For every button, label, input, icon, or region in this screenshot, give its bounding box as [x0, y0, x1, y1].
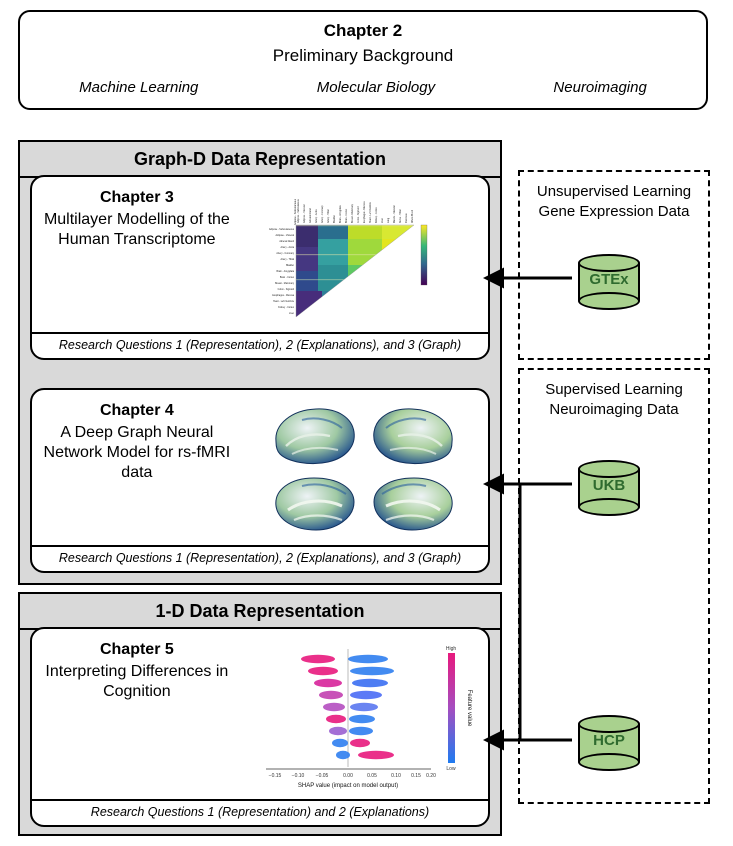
svg-text:Colon - Sigmoid: Colon - Sigmoid [357, 206, 360, 223]
svg-text:Lung: Lung [387, 217, 390, 223]
svg-text:0.00: 0.00 [342, 773, 353, 779]
chapter2-subtitle: Preliminary Background [272, 46, 454, 65]
database-gtex [578, 254, 640, 308]
chapter3-title: Chapter 3 [99, 189, 174, 206]
chapter3-description: Multilayer Modelling of the Human Transcriptome [43, 211, 230, 248]
svg-text:High: High [445, 646, 456, 652]
hcp-cylinder-bottom [578, 753, 640, 771]
svg-text:Esophagus - Mucosa: Esophagus - Mucosa [363, 201, 366, 223]
svg-text:0.20: 0.20 [425, 773, 436, 779]
one-d-panel-header: 1-D Data Representation [20, 594, 500, 628]
svg-text:Feature value: Feature value [465, 689, 472, 727]
chapter5-figure [242, 629, 488, 825]
svg-text:−0.15: −0.15 [268, 773, 282, 779]
chapter3-text [32, 177, 242, 358]
svg-text:Brain - Amygdala: Brain - Amygdala [339, 205, 342, 223]
svg-text:Adipose - Visceral: Adipose - Visceral [303, 204, 306, 223]
svg-text:Liver: Liver [288, 313, 294, 315]
chapter4-description: A Deep Graph Neural Network Model for rs-fMRI data [43, 424, 231, 481]
chapter4-text [32, 390, 242, 571]
svg-text:Bladder: Bladder [333, 215, 336, 223]
svg-text:Heart - Left Ventricle: Heart - Left Ventricle [272, 301, 294, 303]
svg-text:Kidney - Cortex: Kidney - Cortex [277, 307, 294, 309]
chapter4-figure [242, 390, 488, 571]
gtex-cylinder-top [578, 254, 640, 272]
chapter5-card [30, 627, 490, 827]
brain-surface-renderings [264, 402, 464, 537]
svg-text:Adipose - Subcutaneous: Adipose - Subcutaneous [268, 229, 294, 231]
svg-text:Artery - Tibial: Artery - Tibial [327, 209, 330, 223]
chapter3-footnote: Research Questions 1 (Representation), 2 (Explanations), and 3 (Graph) [58, 338, 462, 352]
supervised-datasource-title: Supervised Learning Neuroimaging Data [545, 381, 683, 418]
gtex-label: GTEx [589, 271, 629, 288]
hcp-cylinder-top [578, 715, 640, 733]
gene-coexpression-heatmap [266, 199, 456, 334]
svg-text:Adrenal Gland: Adrenal Gland [279, 241, 294, 243]
svg-text:Adipose - Subcutaneous: Adipose - Subcutaneous [293, 199, 297, 225]
chapter5-title: Chapter 5 [99, 641, 174, 658]
svg-text:Brain - Cortex: Brain - Cortex [345, 208, 348, 223]
svg-text:Brain - Amygdala: Brain - Amygdala [276, 271, 294, 273]
graph-d-panel-header: Graph-D Data Representation [20, 142, 500, 176]
svg-text:Adipose - Subcutaneous: Adipose - Subcutaneous [297, 199, 300, 223]
chapter2-topic-neuroimaging: Neuroimaging [553, 79, 647, 96]
svg-text:Artery - Tibial: Artery - Tibial [280, 259, 294, 261]
chapter4-title: Chapter 4 [99, 402, 174, 419]
chapter2-title: Chapter 2 [323, 21, 403, 40]
svg-text:Pancreas: Pancreas [405, 213, 408, 223]
svg-text:−0.10: −0.10 [291, 773, 305, 779]
ukb-cylinder-bottom [578, 498, 640, 516]
svg-text:Artery - Aorta: Artery - Aorta [315, 209, 318, 223]
shap-beeswarm-plot [248, 643, 483, 798]
svg-text:Muscle - Skeletal: Muscle - Skeletal [393, 205, 396, 223]
chapter3-card [30, 175, 490, 360]
svg-text:Brain - Cortex: Brain - Cortex [279, 277, 294, 279]
hcp-label: HCP [593, 732, 625, 749]
svg-text:Adrenal Gland: Adrenal Gland [309, 208, 312, 223]
svg-text:Artery - Aorta: Artery - Aorta [280, 247, 294, 249]
svg-text:SHAP value (impact on model ou: SHAP value (impact on model output) [297, 783, 398, 789]
chapter4-footnote-divider [32, 545, 488, 547]
chapter2-topics [20, 79, 706, 96]
chapter4-footnote: Research Questions 1 (Representation), 2 (Explanations), and 3 (Graph) [58, 551, 462, 565]
svg-text:Kidney - Cortex: Kidney - Cortex [375, 207, 378, 223]
svg-text:Esophagus - Mucosa: Esophagus - Mucosa [272, 295, 294, 297]
chapter3-footnote-divider [32, 332, 488, 334]
ukb-cylinder-top [578, 460, 640, 478]
svg-text:−0.05: −0.05 [315, 773, 329, 779]
svg-text:Adipose - Visceral: Adipose - Visceral [275, 235, 294, 237]
chapter2-topic-machine-learning: Machine Learning [79, 79, 199, 96]
chapter2-topic-molecular-biology: Molecular Biology [316, 79, 436, 96]
svg-text:Heart - Left Ventricle: Heart - Left Ventricle [369, 202, 372, 223]
chapter3-figure [242, 177, 488, 358]
chapter4-card [30, 388, 490, 573]
svg-text:Low: Low [446, 766, 456, 772]
ukb-label: UKB [592, 477, 626, 494]
unsupervised-datasource-title: Unsupervised Learning Gene Expression Data [536, 183, 692, 220]
svg-text:0.10: 0.10 [390, 773, 401, 779]
svg-text:Bladder: Bladder [285, 265, 294, 267]
svg-text:Artery - Coronary: Artery - Coronary [321, 205, 324, 223]
database-ukb [578, 460, 640, 514]
chapter5-text [32, 629, 242, 825]
chapter5-description: Interpreting Differences in Cognition [45, 663, 229, 700]
gtex-cylinder-bottom [578, 292, 640, 310]
svg-text:Nerve - Tibial: Nerve - Tibial [399, 209, 402, 223]
svg-text:Colon - Sigmoid: Colon - Sigmoid [277, 289, 294, 291]
svg-text:0.15: 0.15 [410, 773, 421, 779]
svg-text:Whole Blood: Whole Blood [411, 209, 414, 223]
chapter5-footnote-divider [32, 799, 488, 801]
svg-text:Breast - Mammary: Breast - Mammary [274, 283, 294, 285]
svg-text:Breast - Mammary: Breast - Mammary [351, 204, 354, 223]
chapter5-footnote: Research Questions 1 (Representation) and 2 (Explanations) [90, 805, 430, 819]
chapter2-box [18, 10, 708, 110]
svg-text:Artery - Coronary: Artery - Coronary [276, 253, 294, 255]
database-hcp [578, 715, 640, 769]
svg-text:0.05: 0.05 [366, 773, 377, 779]
svg-text:Liver: Liver [381, 218, 384, 223]
